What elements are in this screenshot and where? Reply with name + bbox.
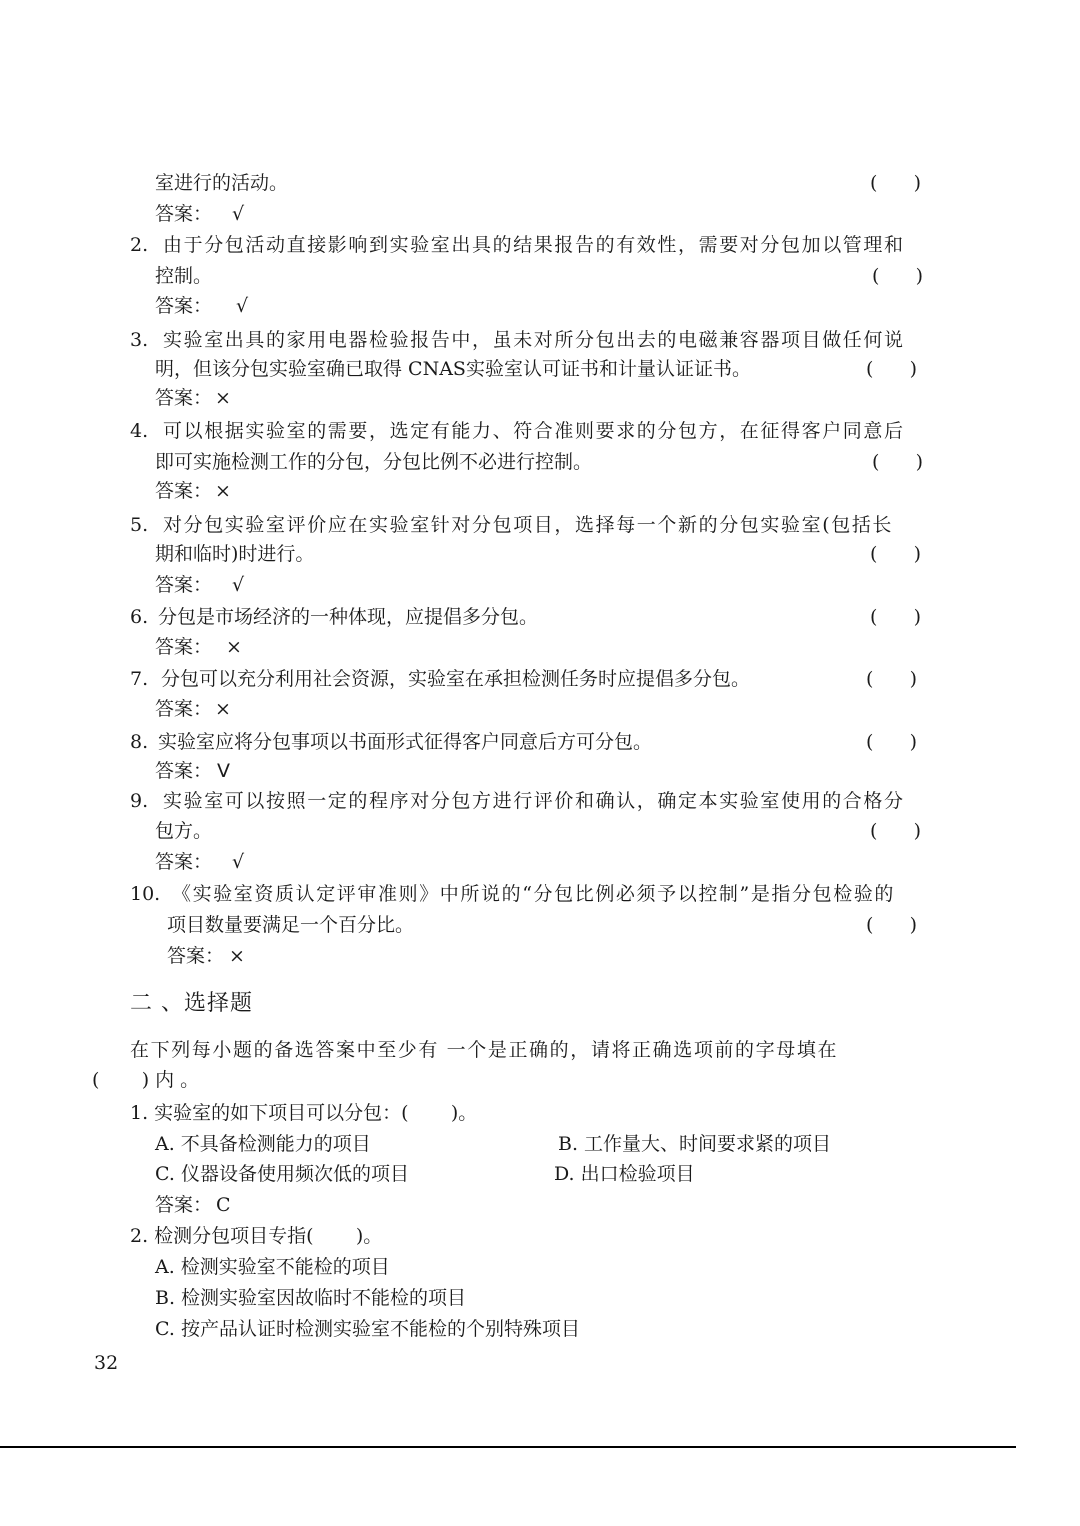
answer-blank: ( ) [870, 543, 922, 565]
page-number: 32 [94, 1352, 119, 1374]
question-stem: 2. 检测分包项目专指( )。 [130, 1225, 383, 1247]
question-number: 4. [130, 420, 149, 442]
question-text: 明，但该分包实验室确已取得 CNAS实验室认可证书和计量认证证书。 [155, 358, 751, 380]
answer-label: 答案： [155, 698, 213, 720]
answer-blank: ( ) [872, 265, 924, 287]
answer-value: × [215, 698, 231, 720]
question-text: 由于分包活动直接影响到实验室出具的结果报告的有效性，需要对分包加以管理和 [163, 234, 905, 256]
question-text: 控制。 [155, 265, 213, 287]
answer-label: 答案： [155, 295, 213, 317]
option-a: A. 不具备检测能力的项目 [155, 1133, 371, 1155]
answer-label: 答案： [155, 851, 213, 873]
question-text: 《实验室资质认定评审准则》中所说的“分包比例必须予以控制”是指分包检验的 [172, 883, 896, 905]
answer-value: × [229, 945, 245, 967]
answer-label: 答案： [167, 945, 225, 967]
answer-value: C [216, 1194, 231, 1216]
question-number: 6. [130, 606, 149, 628]
option-d: D. 出口检验项目 [554, 1163, 695, 1185]
question-number: 5. [130, 514, 149, 536]
answer-value: √ [232, 203, 245, 225]
option-b: B. 检测实验室因故临时不能检的项目 [155, 1287, 467, 1309]
footer-rule [0, 1446, 1016, 1448]
question-text: 包方。 [155, 820, 213, 842]
answer-value: × [226, 636, 242, 658]
answer-blank: ( ) [866, 668, 918, 690]
answer-blank: ( ) [866, 358, 918, 380]
option-c: C. 仪器设备使用频次低的项目 [155, 1163, 409, 1185]
question-number: 9. [130, 790, 149, 812]
answer-value: × [215, 387, 231, 409]
question-text: 分包可以充分利用社会资源，实验室在承担检测任务时应提倡多分包。 [161, 668, 751, 690]
question-stem: 1. 实验室的如下项目可以分包：( )。 [130, 1102, 478, 1124]
answer-label: 答案： [155, 574, 213, 596]
question-number: 3. [130, 329, 149, 351]
option-a: A. 检测实验室不能检的项目 [155, 1256, 390, 1278]
answer-blank: ( ) [870, 172, 922, 194]
answer-label: 答案： [155, 480, 213, 502]
question-text: 期和临时)时进行。 [155, 543, 315, 565]
answer-value: √ [232, 574, 245, 596]
question-number: 8. [130, 731, 149, 753]
answer-value: √ [232, 851, 245, 873]
question-text: 可以根据实验室的需要，选定有能力、符合准则要求的分包方，在征得客户同意后 [163, 420, 905, 442]
answer-label: 答案： [155, 1194, 213, 1216]
option-b: B. 工作量大、时间要求紧的项目 [558, 1133, 832, 1155]
question-number: 10. [130, 883, 161, 905]
answer-label: 答案： [155, 760, 213, 782]
question-number: 2. [130, 234, 149, 256]
question-text: 实验室出具的家用电器检验报告中，虽未对所分包出去的电磁兼容器项目做任何说 [163, 329, 905, 351]
answer-blank: ( ) [870, 606, 922, 628]
option-c: C. 按产品认证时检测实验室不能检的个别特殊项目 [155, 1318, 580, 1340]
question-text: 即可实施检测工作的分包，分包比例不必进行控制。 [155, 451, 593, 473]
answer-value: √ [236, 295, 249, 317]
section-intro: ( ) 内 。 [92, 1069, 200, 1091]
question-text: 室进行的活动。 [155, 172, 289, 194]
question-text: 项目数量要满足一个百分比。 [167, 914, 415, 936]
answer-blank: ( ) [872, 451, 924, 473]
answer-value: × [215, 480, 231, 502]
question-text: 对分包实验室评价应在实验室针对分包项目，选择每一个新的分包实验室(包括长 [163, 514, 894, 536]
section-intro: 在下列每小题的备选答案中至少有 一个是正确的，请将正确选项前的字母填在 [130, 1039, 839, 1061]
section-heading: 二 、选择题 [130, 991, 253, 1016]
question-number: 7. [130, 668, 149, 690]
question-text: 实验室可以按照一定的程序对分包方进行评价和确认，确定本实验室使用的合格分 [163, 790, 905, 812]
question-text: 实验室应将分包事项以书面形式征得客户同意后方可分包。 [158, 731, 653, 753]
answer-value: V [217, 760, 230, 782]
answer-blank: ( ) [870, 820, 922, 842]
answer-label: 答案： [155, 203, 213, 225]
question-text: 分包是市场经济的一种体现，应提倡多分包。 [158, 606, 539, 628]
answer-blank: ( ) [866, 914, 918, 936]
answer-label: 答案： [155, 387, 213, 409]
answer-blank: ( ) [866, 731, 918, 753]
answer-label: 答案： [155, 636, 213, 658]
